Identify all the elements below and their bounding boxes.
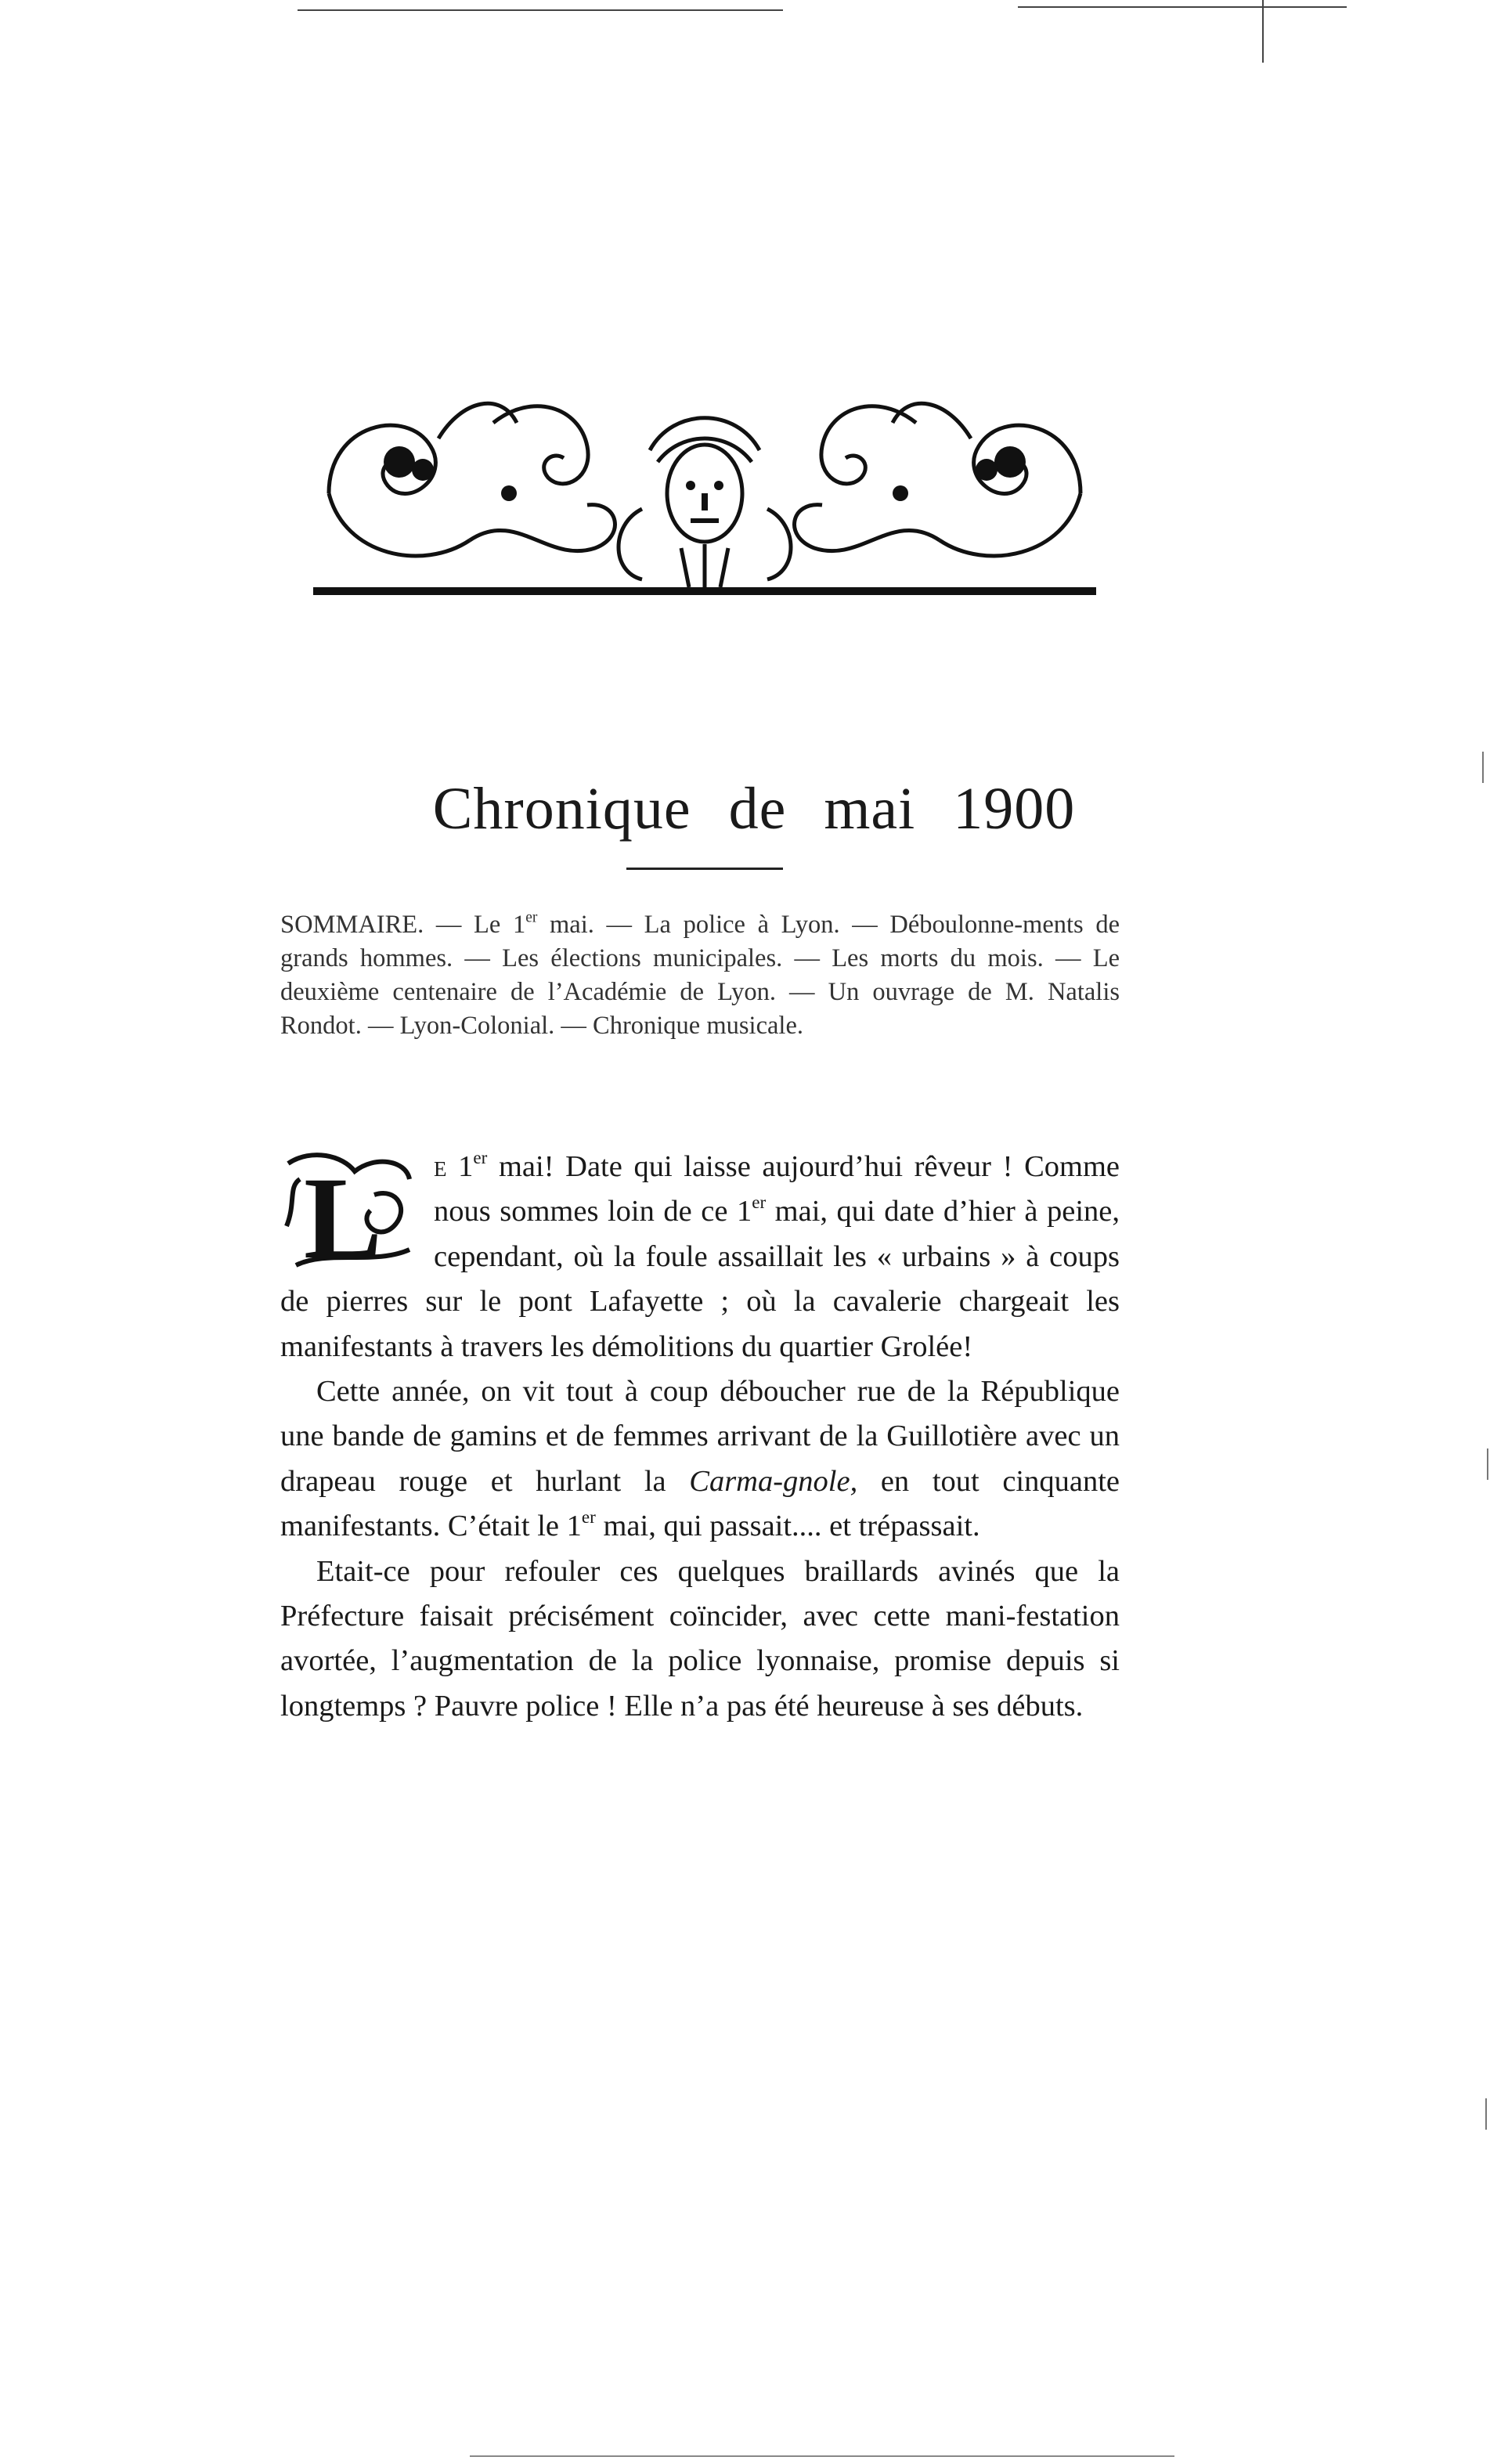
ornamental-dropcap-letter <box>280 1148 417 1276</box>
p2-ordinal-sup: er <box>581 1506 596 1528</box>
p1-opening: e <box>434 1150 459 1183</box>
p1-ordinal-2: 1 <box>736 1195 752 1228</box>
p2-ordinal: 1 <box>566 1510 582 1543</box>
title-word-de: de <box>728 776 787 842</box>
headpiece-ornament <box>313 376 1096 595</box>
top-edge-rule-right <box>1018 6 1347 8</box>
title-year: 1900 <box>953 776 1076 842</box>
summary-ordinal-sup: er <box>525 909 538 926</box>
dropcap-glyph: L <box>304 1153 383 1276</box>
p2-emphasis-carmagnole: Carma-gnole, <box>689 1464 858 1498</box>
paragraph-1 <box>280 1145 1120 1369</box>
title-underline-rule <box>626 868 783 870</box>
scan-margin-marks <box>1472 0 1503 2464</box>
title-word-mai: mai <box>824 776 916 842</box>
p2-text-c: mai, qui passait.... et trépassait. <box>595 1510 980 1543</box>
p1-text-b: mai! Date qui laisse aujourd’hui rêveur ! Comme nous sommes loin de ce <box>434 1150 1120 1228</box>
paragraph-3: Etait-ce pour refouler ces quelques braillards avinés que la Préfecture faisait précisément coïncider, avec cette mani-festation avortée, l’augmentation de la police lyonnaise, promise depuis si longtemps ? Pauvre police ! Elle n’a pas été heureuse à ses débuts. <box>280 1554 1120 1723</box>
p1-ordinal-sup: er <box>473 1146 488 1167</box>
paragraph-2 <box>280 1369 1120 1549</box>
top-edge-rule-left <box>298 9 783 11</box>
p1-ordinal-sup-2: er <box>752 1192 767 1213</box>
p2-text-a: Cette année, on vit tout à coup déboucher rue de la République une bande de gamins et de femmes arrivant de la Guillotière avec un drapeau rouge et hurlant la <box>280 1375 1120 1498</box>
bottom-edge-rule <box>470 2455 1174 2457</box>
page-title <box>0 775 1508 843</box>
summary-ordinal: 1 <box>512 911 526 939</box>
summary-text-b: mai. — La police à Lyon. — Déboulonne-ments de grands hommes. — Les élections municipales. — Les morts du mois. — Le deuxième centenaire de l’Académie de Lyon. — Un ouvrage de M. Natalis Rondot. — Lyon-Colonial. — Chronique musicale. <box>280 911 1120 1040</box>
top-edge-tick <box>1262 0 1264 63</box>
title-word-chronique: Chronique <box>432 776 691 842</box>
summary-paragraph <box>280 908 1120 1043</box>
p2-text-b: en tout cinquante manifestants. C’était le <box>280 1464 1120 1543</box>
p1-ordinal: 1 <box>458 1150 474 1183</box>
article-body <box>280 1145 1120 1729</box>
summary-text-a: SOMMAIRE. — Le <box>280 911 513 939</box>
p1-text-c: mai, qui date d’hier à peine, cependant, où la foule assaillait les « urbains » à coups de pierres sur le pont Lafayette ; où la cavalerie chargeait les manifestants à travers les démolitions du quartier Grolée! <box>280 1195 1120 1363</box>
